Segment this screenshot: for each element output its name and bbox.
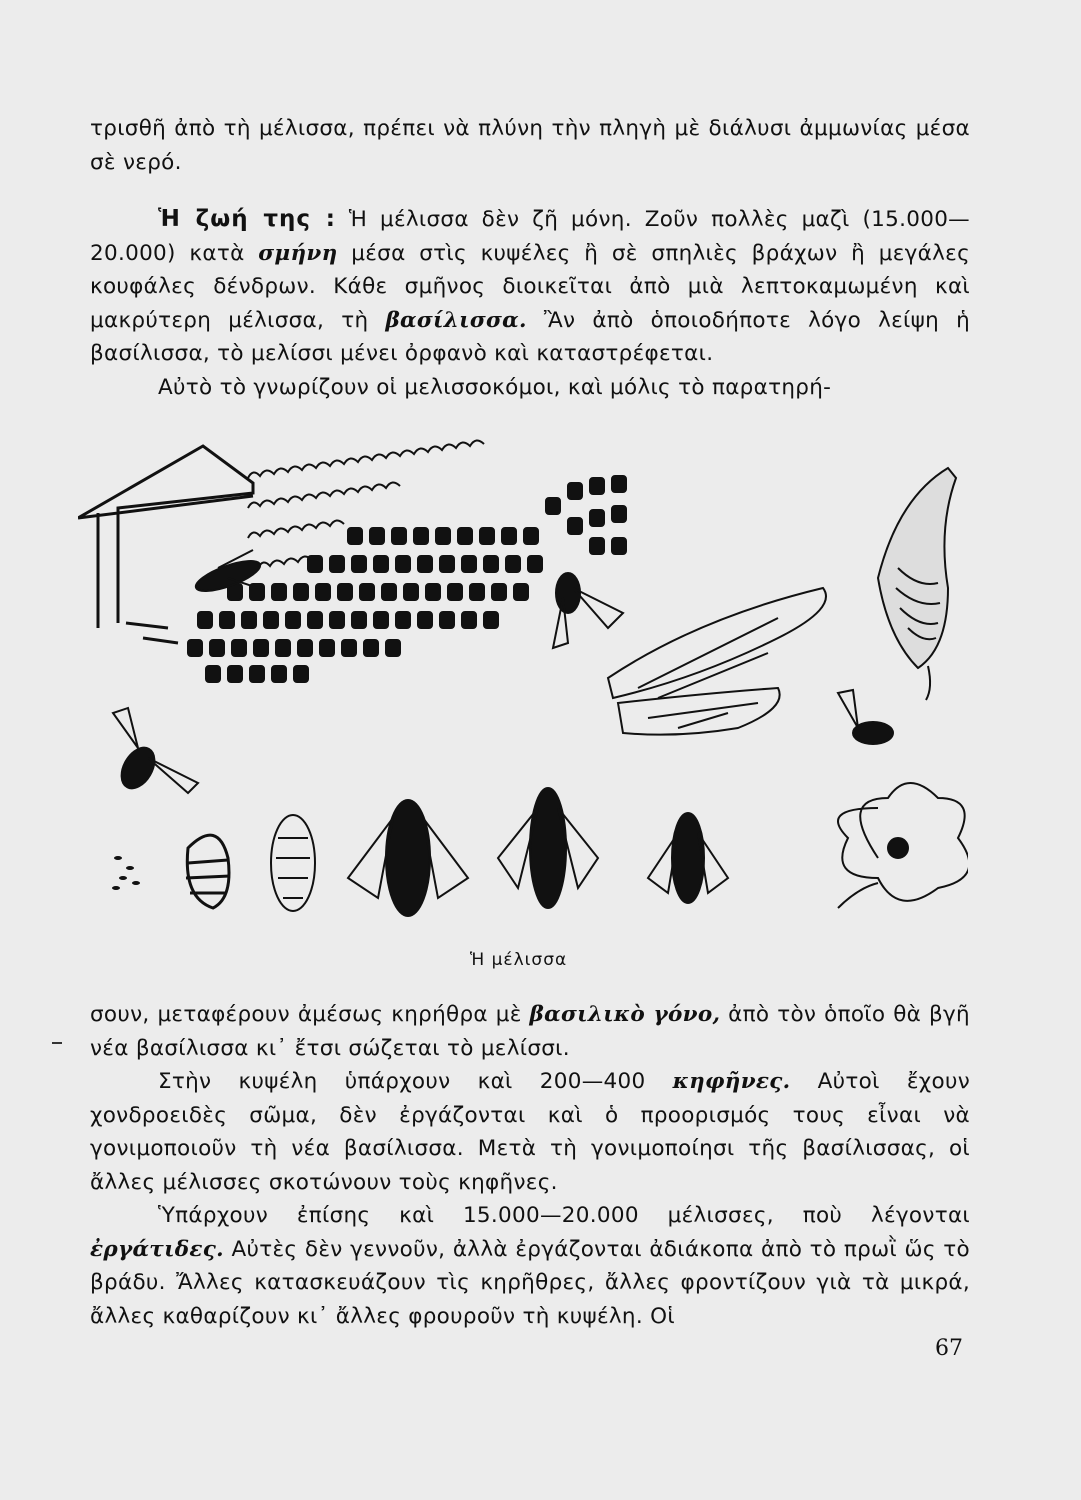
text-run: Αὐτοὶ ἔχουν χονδροειδὲς σῶμα, δὲν ἐργάζονται καὶ ὁ προορισμός τους εἶναι νὰ γονιμοποιοῦν τὴ νέα βασίλισσα. Μετὰ τὴ γονιμοποίησι τῆς βασίλισσας, οἱ ἄλλες μέλισσες σκοτώνουν τοὺς κηφῆνες.	[90, 1069, 971, 1195]
flying-bee-left	[113, 708, 198, 794]
flower-drawing	[838, 783, 968, 908]
queen-bee	[498, 788, 598, 908]
drone-bee	[348, 800, 468, 916]
bee-illustration	[78, 438, 968, 938]
term-swarms: σμήνη	[258, 240, 338, 266]
term-queen: βασίλισσα.	[385, 307, 527, 333]
bee-pupa	[271, 815, 315, 911]
term-royal-brood: βασιλικὸ γόνο,	[529, 1002, 721, 1027]
paragraph-sting-care: τρισθῆ ἀπὸ τὴ μέλισσα, πρέπει νὰ πλύνη τὴν πληγὴ μὲ διάλυσι ἀμμωνίας μέσα σὲ νερό.	[90, 116, 970, 175]
flying-bee-right	[838, 690, 893, 744]
bottom-text	[90, 998, 970, 1333]
text-run: μέσα στὶς κυψέλες ἢ σὲ σπηλιὲς βράχων ἢ μεγάλες κουφάλες δένδρων. Κάθε σμῆνος διοικεῖται ἀπὸ μιὰ λεπτοκαμωμένη καὶ μακρύτερη μέλισσα, τὴ	[90, 240, 970, 333]
bee-eggs	[112, 856, 140, 890]
section-heading: Ἡ ζωή της :	[158, 206, 336, 232]
text-run: Ἡ μέλισσα δὲν ζῆ μόνη. Ζοῦν πολλὲς μαζὶ (15.000—20.000) κατὰ	[90, 207, 970, 266]
queen-cell-drawing	[878, 468, 956, 700]
top-text	[90, 112, 970, 404]
flying-bee-center	[553, 573, 623, 648]
text-run: Ἂν ἀπὸ ὁποιοδήποτε λόγο λείψη ἡ βασίλισσα, τὸ μελίσσι μένει ὀρφανὸ καὶ καταστρέφεται.	[90, 307, 971, 366]
paragraph-life	[90, 203, 970, 371]
paragraph-drones	[90, 1065, 970, 1199]
margin-mark	[52, 1042, 62, 1044]
bee-wings-drawing	[608, 588, 826, 735]
paragraph-workers	[90, 1199, 970, 1333]
text-run: Στὴν κυψέλη ὑπάρχουν καὶ 200—400	[158, 1069, 673, 1094]
text-run: Ὑπάρχουν ἐπίσης καὶ 15.000—20.000 μέλισσες, ποὺ λέγονται	[158, 1203, 970, 1228]
paragraph-royal-brood	[90, 998, 970, 1065]
bee-larva	[186, 835, 230, 908]
term-drones: κηφῆνες.	[672, 1069, 791, 1094]
text-run: ἀπὸ τὸν ὁποῖο θὰ βγῆ νέα βασίλισσα κι᾽ ἔτσι σώζεται τὸ μελίσσι.	[90, 1002, 970, 1061]
paragraph-beekeepers: Αὐτὸ τὸ γνωρίζουν οἱ μελισσοκόμοι, καὶ μόλις τὸ παρατηρή-	[158, 374, 832, 400]
worker-bee	[648, 813, 728, 903]
figure-caption: Ἡ μέλισσα	[470, 950, 568, 970]
text-run: σουν, μεταφέρουν ἀμέσως κηρήθρα μὲ	[90, 1002, 530, 1027]
page-number: 67	[935, 1336, 963, 1361]
text-run: Αὐτὲς δὲν γεννοῦν, ἀλλὰ ἐργάζονται ἀδιάκοπα ἀπὸ τὸ πρωῒ ὥς τὸ βράδυ. Ἄλλες κατασκευάζουν τὶς κηρῆθρες, ἄλλες φροντίζουν γιὰ τὰ μικρά, ἄλλες καθαρίζουν κι᾽ ἄλλες φρουροῦν τὴ κυψέλη. Οἱ	[90, 1236, 970, 1329]
term-workers: ἐργάτιδες.	[90, 1236, 224, 1262]
